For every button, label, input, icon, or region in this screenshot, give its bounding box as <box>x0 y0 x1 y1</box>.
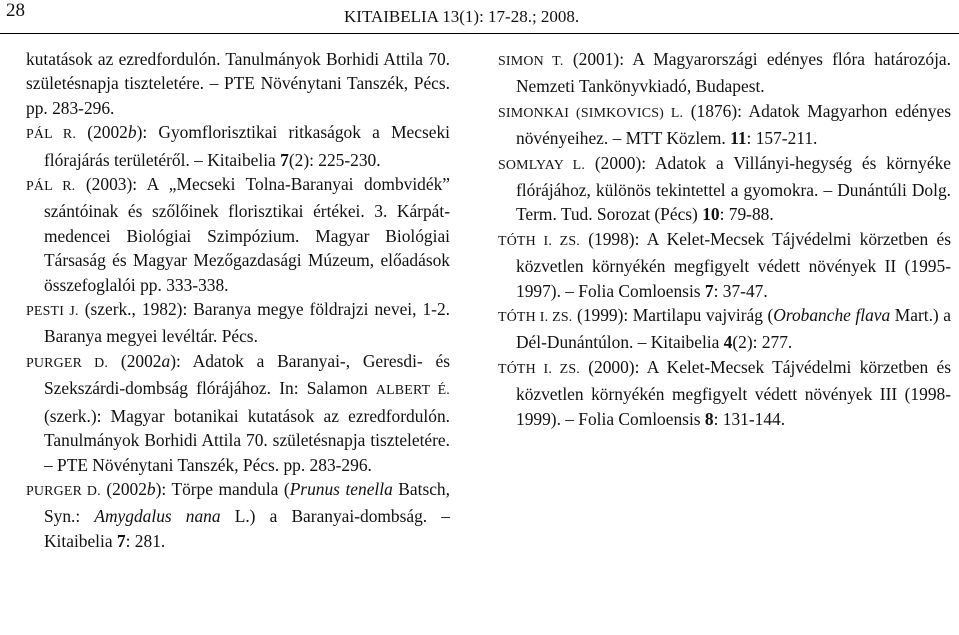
reference-entry <box>26 297 450 349</box>
reference-text: (2002 <box>106 478 147 499</box>
running-head: KITAIBELIA 13(1): 17-28.; 2008. <box>344 7 580 26</box>
reference-text: ): Adatok a Baranyai-, Geresdi- és Szekszárdi-dombság flórájához. In: Salamon <box>44 350 450 399</box>
reference-year-suffix: b <box>127 122 137 143</box>
reference-entry <box>498 355 951 431</box>
reference-text: (2001): A Magyarországi edényes flóra határozója. Nemzeti Tankönyvkiadó, Budapest. <box>516 49 952 97</box>
reference-entry <box>498 227 951 303</box>
reference-text: : 157-211. <box>746 128 818 149</box>
reference-text: ): Gyomflorisztikai ritkaságok a Mecseki flórajárás területéről. – Kitaibelia <box>44 122 450 170</box>
reference-text: kutatások az ezredfordulón. Tanulmányok Borhidi Attila 70. születésnapja tiszteletére. – PTE Növénytani Tanszék, Pécs. pp. 283-296. <box>26 49 450 118</box>
reference-entry <box>26 477 450 553</box>
reference-volume: 4 <box>723 332 733 353</box>
reference-text: L.) a Baranyai-dombság. – Kitaibelia <box>44 506 450 551</box>
reference-text: (1998): A Kelet-Mecsek Tájvédelmi körzetben és közvetlen környékén megfigyelt védett növények II (1995-1997). – Folia Comloensis <box>516 228 951 301</box>
reference-entry <box>26 349 450 477</box>
reference-text: (szerk.): Magyar botanikai kutatások az ezredfordulón. Tanulmányok Borhidi Attila 70. születésnapja tiszteletére. – PTE Növénytani Tanszék, Pécs. pp. 283-296. <box>44 405 450 475</box>
reference-text: (2): 225-230. <box>288 149 381 170</box>
reference-text: (2002 <box>87 122 128 143</box>
reference-author: PESTI J. <box>26 304 79 320</box>
reference-author: PURGER D. <box>26 355 109 371</box>
reference-text: : 79-88. <box>719 204 774 225</box>
reference-entry <box>498 99 951 151</box>
reference-entry <box>26 172 450 297</box>
reference-text: (1999): Martilapu vajvirág ( <box>577 305 774 326</box>
reference-author: PURGER D. <box>26 483 101 499</box>
reference-entry <box>26 120 450 172</box>
reference-volume: 7 <box>116 530 126 551</box>
reference-taxon: Orobanche flava <box>773 305 891 326</box>
reference-volume: 7 <box>704 280 714 301</box>
reference-entry <box>498 151 951 227</box>
reference-editor: ALBERT É. <box>375 383 450 399</box>
reference-text: (2): 277. <box>732 332 793 353</box>
reference-entry <box>498 303 951 355</box>
reference-text: Mart.) a Dél-Dunántúlon. – Kitaibelia <box>516 305 951 353</box>
reference-volume: 7 <box>280 149 289 170</box>
reference-author: SOMLYAY L. <box>498 157 586 173</box>
reference-author: TÓTH I. ZS. <box>498 233 580 249</box>
reference-text: Batsch, Syn.: <box>44 478 450 527</box>
reference-text: (2003): A „Mecseki Tolna-Baranyai dombvidék” szántóinak és szőlőinek florisztikai értékei. 3. Kárpát-medencei Biológiai Szimpózium. Magyar Biológiai Társaság és Magyar Mezőgazdasági Múzeum, előadások összefoglalói pp. 333-338. <box>44 174 450 295</box>
reference-volume: 11 <box>730 128 747 149</box>
reference-entry <box>26 47 450 120</box>
reference-text: : 131-144. <box>713 408 786 429</box>
reference-author: PÁL R. <box>26 127 77 143</box>
header-rule <box>0 33 959 34</box>
references-left-column <box>26 47 450 553</box>
reference-volume: 8 <box>704 408 714 429</box>
reference-text: (szerk., 1982): Baranya megye földrajzi nevei, 1-2. Baranya megyei levéltár. Pécs. <box>44 299 450 347</box>
reference-text: (2000): A Kelet-Mecsek Tájvédelmi körzetben és közvetlen környékén megfigyelt védett növények III (1998-1999). – Folia Comloensis <box>516 356 951 429</box>
reference-text: : 37-47. <box>713 280 768 301</box>
reference-volume: 10 <box>702 204 720 225</box>
references-right-column <box>498 47 951 431</box>
page-number: 28 <box>6 0 25 21</box>
reference-taxon: Prunus tenella <box>289 478 393 499</box>
reference-author: SIMONKAI (SIMKOVICS) L. <box>498 105 684 121</box>
reference-text: (2000): Adatok a Villányi-hegység és környéke flórájához, különös tekintettel a gyomokra. – Dunántúli Dolg. Term. Tud. Sorozat (Pécs) <box>516 152 951 225</box>
reference-entry <box>498 47 951 99</box>
reference-author: PÁL R. <box>26 179 76 195</box>
reference-text: (1876): Adatok Magyarhon edényes növényeihez. – MTT Közlem. <box>516 100 951 149</box>
reference-taxon: Amygdalus nana <box>94 506 221 527</box>
reference-author: SIMON T. <box>498 54 564 69</box>
reference-text: (2002 <box>120 350 162 371</box>
reference-author: TÓTH I. ZS. <box>498 361 580 377</box>
reference-text: : 281. <box>125 530 166 551</box>
reference-year-suffix: b <box>146 478 156 499</box>
reference-author: TÓTH I. ZS. <box>498 310 573 326</box>
reference-text: ): Törpe mandula ( <box>155 478 290 499</box>
reference-year-suffix: a <box>161 350 171 371</box>
